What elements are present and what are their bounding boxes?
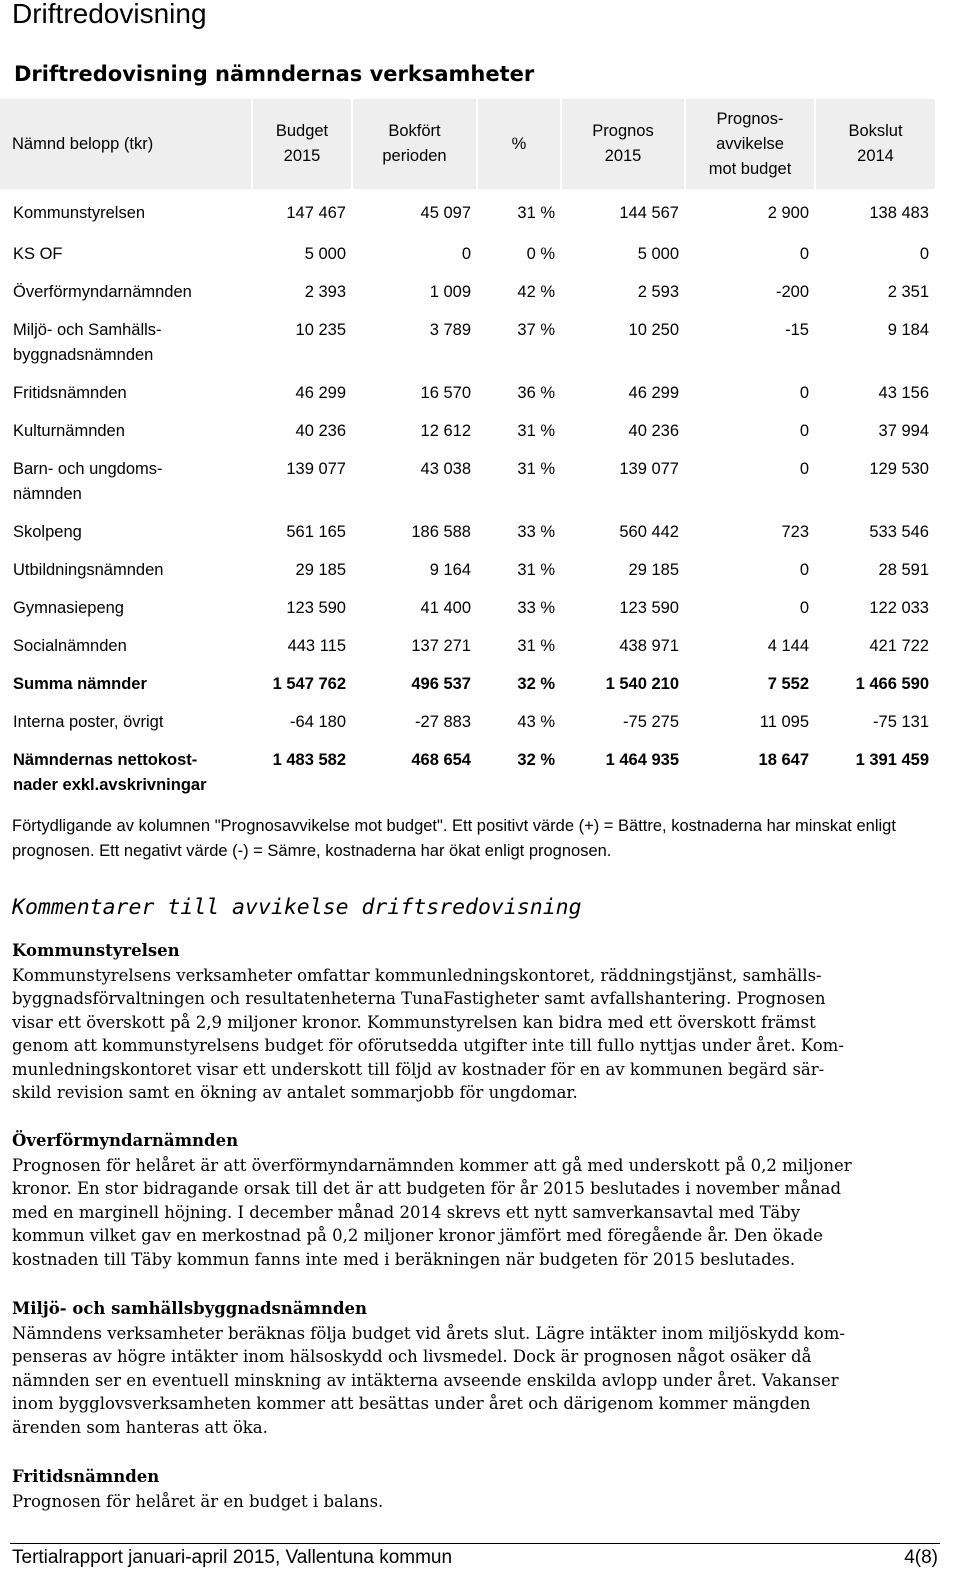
section-heading: Driftredovisning nämndernas verksamheter (14, 62, 535, 86)
comment-body: Kommunstyrelsens verksamheter omfattar kommunledningskontoret, räddningstjänst, samhälls- byggnadsförvaltningen och resultatenheterna TunaFastigheter samt avfallshantering. Prognosen visar ett överskott på 2,9 miljoner kronor. Kommunstyrelsen kan bidra med ett överskott främst genom att kommunstyrelsens budget för oförutsedda utgifter inte till fullo nyttjas under året. Kom- munledningskontoret visar ett underskott till följd av kostnader för en av kommunen begärd sär- skild revision samt en ökning av antalet sommarjobb för ungdomar. (12, 965, 844, 1102)
table-cell: 2 393 (304, 283, 346, 301)
table-cell: 1 540 210 (605, 675, 679, 693)
table-cell: -64 180 (290, 713, 346, 731)
table-cell: 46 299 (295, 384, 346, 402)
column-header-name: Nämnd belopp (tkr) (0, 99, 252, 189)
table-cell: 1 009 (429, 283, 471, 301)
row-label: Kommunstyrelsen (13, 204, 146, 222)
budget-table (0, 99, 935, 806)
table-cell: 31 % (517, 422, 555, 440)
table-cell: 139 077 (619, 460, 679, 478)
row-label: Fritidsnämnden (13, 384, 127, 402)
row-label: Interna poster, övrigt (13, 713, 164, 731)
table-row (0, 667, 935, 705)
table-cell: 0 % (526, 245, 555, 263)
table-cell: 468 654 (411, 751, 471, 769)
table-cell: 9 184 (887, 321, 929, 339)
table-cell: 33 % (517, 599, 555, 617)
table-cell: 32 % (517, 675, 555, 693)
table-cell: 29 185 (295, 561, 346, 579)
table-cell: 37 994 (878, 422, 929, 440)
table-cell: 2 900 (767, 204, 809, 222)
footer-divider (10, 1543, 940, 1544)
table-cell: -27 883 (415, 713, 471, 731)
table-cell: 496 537 (411, 675, 471, 693)
comment-body: Nämndens verksamheter beräknas följa budget vid årets slut. Lägre intäkter inom miljöskydd kom- penseras av högre intäkter inom hälsoskydd och livsmedel. Dock är prognosen något osäker då nämnden ser en eventuell minskning av intäkterna avseende enskilda avlopp under året. Vakanser inom bygglovsverksamheten kommer att besättas under året och därigenom kommer mängden ärenden som hanteras att öka. (12, 1323, 845, 1437)
table-cell: 123 590 (619, 599, 679, 617)
table-cell: 122 033 (869, 599, 929, 617)
table-header-row (0, 99, 935, 189)
table-cell: 18 647 (758, 751, 809, 769)
table-cell: 144 567 (619, 204, 679, 222)
table-cell: 12 612 (420, 422, 471, 440)
table-row (0, 376, 935, 414)
table-cell: 138 483 (869, 204, 929, 222)
table-row (0, 591, 935, 629)
table-cell: 0 (461, 245, 471, 263)
comment-miljo-samhallsbyggnadsnamnden (12, 1297, 942, 1439)
row-label: Överförmyndarnämnden (13, 283, 192, 301)
row-label: Barn- och ungdoms- nämnden (13, 460, 163, 503)
table-cell: 5 000 (304, 245, 346, 263)
row-label: Miljö- och Samhälls- byggnadsnämnden (13, 321, 162, 364)
table-cell: 43 % (517, 713, 555, 731)
table-cell: -200 (775, 283, 809, 301)
column-header: Prognos 2015 (561, 99, 685, 189)
table-cell: 37 % (517, 321, 555, 339)
table-cell: 1 547 762 (272, 675, 346, 693)
table-cell: 11 095 (759, 713, 809, 731)
row-label: Kulturnämnden (13, 422, 125, 440)
table-cell: 32 % (517, 751, 555, 769)
table-row (0, 313, 935, 376)
explanatory-note: Förtydligande av kolumnen "Prognosavvikelse mot budget". Ett positivt värde (+) = Bättre, kostnaderna har minskat enligt prognosen. Ett negativt värde (-) = Sämre, kostnaderna har ökat enligt prognosen. (12, 817, 896, 860)
row-label: Skolpeng (13, 523, 82, 541)
comment-heading: Kommunstyrelsen (12, 941, 180, 960)
table-row (0, 189, 935, 237)
table-cell: 9 164 (429, 561, 471, 579)
table-cell: 123 590 (286, 599, 346, 617)
table-cell: 0 (799, 561, 809, 579)
table-cell: -15 (785, 321, 809, 339)
row-label: Summa nämnder (13, 675, 147, 693)
table-cell: 438 971 (619, 637, 679, 655)
table-cell: 443 115 (287, 637, 346, 655)
table-cell: 45 097 (420, 204, 471, 222)
table-cell: 533 546 (869, 523, 929, 541)
table-cell: 29 185 (628, 561, 679, 579)
table-cell: 41 400 (420, 599, 471, 617)
column-header: Prognos- avvikelse mot budget (685, 99, 815, 189)
comment-heading: Miljö- och samhällsbyggnadsnämnden (12, 1299, 367, 1318)
table-cell: 723 (781, 523, 809, 541)
table-cell: 33 % (517, 523, 555, 541)
column-header: Bokslut 2014 (815, 99, 935, 189)
table-cell: 139 077 (286, 460, 346, 478)
table-cell: -75 131 (873, 713, 929, 731)
table-cell: 561 165 (286, 523, 346, 541)
table-row (0, 237, 935, 275)
table-row (0, 743, 935, 806)
table-cell: 46 299 (628, 384, 679, 402)
comment-body: Prognosen för helåret är en budget i balans. (12, 1491, 384, 1511)
table-cell: 0 (799, 599, 809, 617)
comment-heading: Överförmyndarnämnden (12, 1131, 239, 1150)
table-row (0, 452, 935, 515)
table-cell: 31 % (517, 204, 555, 222)
comment-kommunstyrelsen (12, 939, 942, 1105)
column-header: Bokfört perioden (352, 99, 477, 189)
row-label: KS OF (13, 245, 63, 263)
column-header: Budget 2015 (252, 99, 352, 189)
table-cell: 1 464 935 (605, 751, 679, 769)
table-cell: 2 351 (887, 283, 929, 301)
table-cell: 43 156 (878, 384, 929, 402)
row-label: Socialnämnden (13, 637, 127, 655)
comment-heading: Fritidsnämnden (12, 1467, 160, 1486)
table-row (0, 629, 935, 667)
table-cell: 31 % (517, 637, 555, 655)
table-body (0, 189, 935, 806)
table-row (0, 705, 935, 743)
comments-heading: Kommentarer till avvikelse driftsredovisning (12, 895, 582, 920)
footer-page-number: 4(8) (904, 1547, 938, 1568)
table-cell: 31 % (517, 561, 555, 579)
table-cell: 10 250 (628, 321, 679, 339)
table-cell: 3 789 (429, 321, 471, 339)
table-cell: 421 722 (869, 637, 929, 655)
table-cell: 0 (799, 384, 809, 402)
table-cell: 137 271 (411, 637, 471, 655)
table-cell: 0 (799, 460, 809, 478)
table-cell: 43 038 (420, 460, 471, 478)
table-cell: 16 570 (420, 384, 471, 402)
table-cell: 40 236 (295, 422, 346, 440)
table-cell: -75 275 (623, 713, 679, 731)
table-cell: 42 % (517, 283, 555, 301)
column-header: % (477, 99, 561, 189)
table-cell: 1 483 582 (272, 751, 346, 769)
table-cell: 0 (919, 245, 929, 263)
row-label: Nämndernas nettokost- nader exkl.avskrivningar (13, 751, 207, 794)
table-cell: 560 442 (619, 523, 679, 541)
row-label: Utbildningsnämnden (13, 561, 164, 579)
table-cell: 1 466 590 (855, 675, 929, 693)
page-title: Driftredovisning (12, 0, 207, 29)
comment-overformyndarnamnden (12, 1129, 942, 1271)
table-cell: 186 588 (411, 523, 471, 541)
table-cell: 40 236 (628, 422, 679, 440)
table-cell: 147 467 (286, 204, 346, 222)
table-cell: 7 552 (767, 675, 809, 693)
table-cell: 28 591 (878, 561, 929, 579)
row-label: Gymnasiepeng (13, 599, 124, 617)
table-cell: 129 530 (869, 460, 929, 478)
table-cell: 4 144 (767, 637, 809, 655)
table-row (0, 275, 935, 313)
table-cell: 0 (799, 422, 809, 440)
footer-document-title: Tertialrapport januari-april 2015, Vallentuna kommun (12, 1547, 453, 1568)
table-cell: 2 593 (637, 283, 679, 301)
table-cell: 5 000 (637, 245, 679, 263)
comment-body: Prognosen för helåret är att överförmyndarnämnden kommer att gå med underskott på 0,2 miljoner kronor. En stor bidragande orsak till det är att budgeten för år 2015 beslutades i november månad med en marginell höjning. I december månad 2014 skrevs ett nytt samverkansavtal med Täby kommun vilket gav en merkostnad på 0,2 miljoner kronor jämfört med föregående år. Den ökade kostnaden till Täby kommun fanns inte med i beräkningen när budgeten för 2015 beslutades. (12, 1155, 852, 1269)
table-cell: 31 % (517, 460, 555, 478)
table-row (0, 553, 935, 591)
table-cell: 0 (799, 245, 809, 263)
table-cell: 36 % (517, 384, 555, 402)
table-cell: 1 391 459 (855, 751, 929, 769)
comment-fritidsnamnden (12, 1465, 942, 1513)
table-row (0, 414, 935, 452)
table-cell: 10 235 (295, 321, 346, 339)
table-row (0, 515, 935, 553)
